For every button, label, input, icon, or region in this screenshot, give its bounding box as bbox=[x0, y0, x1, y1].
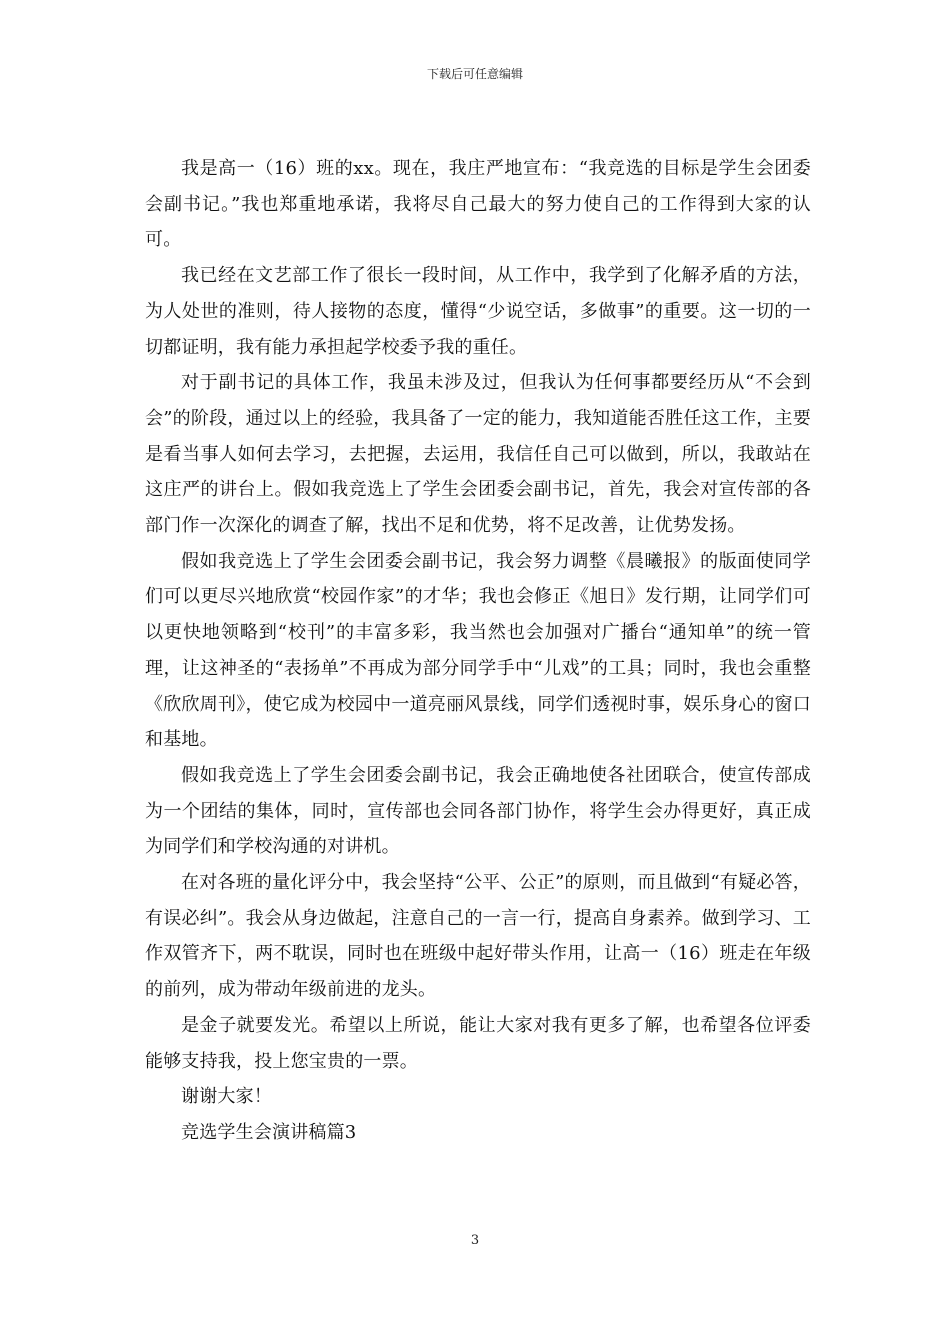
paragraph-3: 对于副书记的具体工作，我虽未涉及过，但我认为任何事都要经历从“不会到会”的阶段，通过以上的经验，我具备了一定的能力，我知道能否胜任这工作，主要是看当事人如何去学习，去把握，去运用，我信任自己可以做到，所以，我敢站在这庄严的讲台上。假如我竞选上了学生会团委会副书记，首先，我会对宣传部的各部门作一次深化的调查了解，找出不足和优势，将不足改善，让优势发扬。 bbox=[145, 372, 811, 537]
document-body bbox=[145, 151, 811, 1151]
paragraph-2: 我已经在文艺部工作了很长一段时间，从工作中，我学到了化解矛盾的方法，为人处世的准则，待人接物的态度，懂得“少说空话，多做事”的重要。这一切的一切都证明，我有能力承担起学校委予我的重任。 bbox=[145, 265, 811, 358]
page-header: 下载后可任意编辑 bbox=[426, 67, 523, 81]
paragraph-6: 在对各班的量化评分中，我会坚持“公平、公正”的原则，而且做到“有疑必答，有误必纠”。我会从身边做起，注意自己的一言一行，提高自身素养。做到学习、工作双管齐下，两不耽误，同时也在班级中起好带头作用，让高一（16）班走在年级的前列，成为带动年级前进的龙头。 bbox=[145, 872, 811, 1001]
paragraph-7: 是金子就要发光。希望以上所说，能让大家对我有更多了解，也希望各位评委能够支持我，投上您宝贵的一票。 bbox=[145, 1014, 811, 1072]
paragraph-8: 谢谢大家！ bbox=[181, 1086, 272, 1108]
paragraph-1: 我是高一（16）班的xx。现在，我庄严地宣布：“我竞选的目标是学生会团委会副书记。”我也郑重地承诺，我将尽自己最大的努力使自己的工作得到大家的认可。 bbox=[145, 158, 811, 251]
paragraph-5: 假如我竞选上了学生会团委会副书记，我会正确地使各社团联合，使宣传部成为一个团结的集体，同时，宣传部也会同各部门协作，将学生会办得更好，真正成为同学们和学校沟通的对讲机。 bbox=[145, 764, 811, 858]
page-number: 3 bbox=[470, 1233, 480, 1248]
section-title: 竞选学生会演讲稿篇3 bbox=[181, 1121, 357, 1143]
paragraph-4: 假如我竞选上了学生会团委会副书记，我会努力调整《晨曦报》的版面使同学们可以更尽兴地欣赏“校园作家”的才华；我也会修正《旭日》发行期，让同学们可以更快地领略到“校刊”的丰富多彩，我当然也会加强对广播台“通知单”的统一管理，让这神圣的“表扬单”不再成为部分同学手中“儿戏”的工具；同时，我也会重整《欣欣周刊》，使它成为校园中一道亮丽风景线，同学们透视时事，娱乐身心的窗口和基地。 bbox=[145, 550, 811, 751]
